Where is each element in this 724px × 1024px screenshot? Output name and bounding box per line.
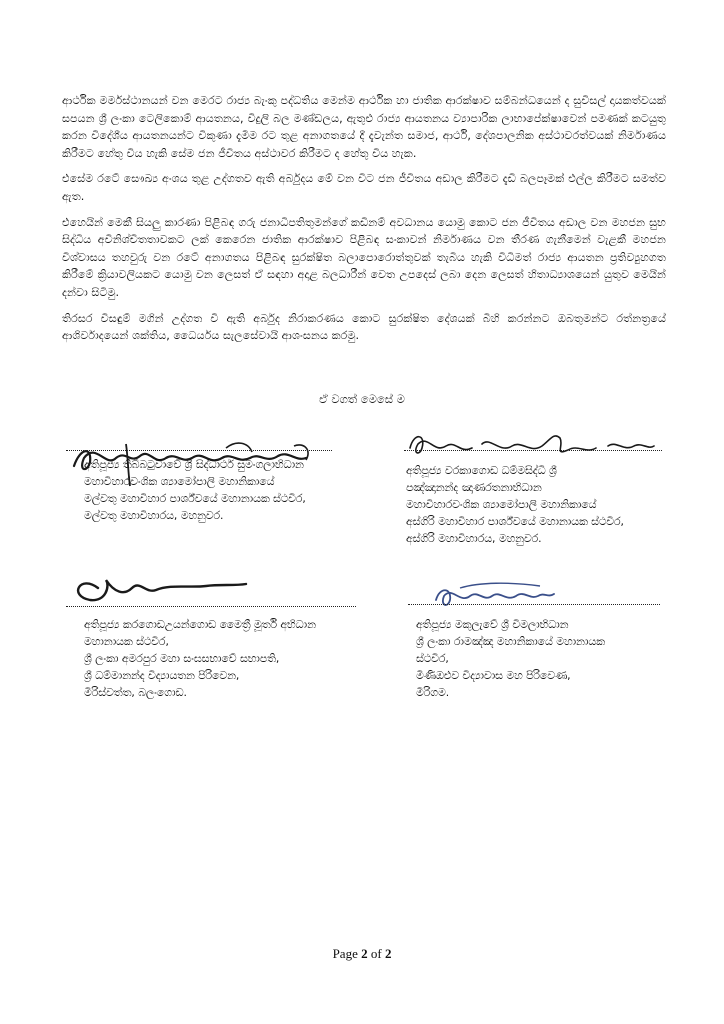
signatory-line: මිණිඔළුව විද්‍යාවාස මහ පිරිවෙණ,	[416, 669, 571, 682]
page-number	[0, 946, 724, 962]
signatory-line: අස්ගිරි මහාවිහාර පාර්ශ්වයේ මහානායක ස්ථවිර,	[406, 515, 624, 528]
letter-body	[62, 92, 666, 353]
signatory-line: මිරිස්වත්ත, බලංගොඩ.	[84, 686, 187, 699]
paragraph: එහෙයින් මෙකී සියලු කාරණා පිළිබඳ ගරු ජනාධිපතිතුමන්ගේ කඩිනම් අවධානය යොමු කොට ජන ජීවිතය අඩාල වන මහජන සුභ සිද්ධිය අවිනිශ්චිතතාවකට ලක් කෙරෙන ජාතික ආරක්ෂාව පිළිබඳ සංකාවන් නිර්මාණය වන තීරණ ගැනීමෙන් වැළකී මහජන විශ්වාසය තහවුරු වන රටේ අනාගතය පිළිබඳ සුරක්ෂිත බලාපොරොත්තුවක් තැබිය හැකි විධිමත් රාජ්‍ය ආයතන ප්‍රතිව්‍යුහගත කිරීමේ ක්‍රියාවලියකට යොමු වන ලෙසත් ඒ සඳහා අදාළ බලධාරීන් වෙත උපදෙස් ලබා දෙන ලෙසත් හිතාධ්‍යාශයෙන් යුතුව මෙයින් දන්වා සිටිමු.	[62, 215, 666, 299]
closing-line: ඒ වගත් මෙසේ ම	[319, 392, 405, 406]
signatory-4	[416, 616, 605, 701]
signatory-3	[84, 616, 316, 701]
paragraph: එසේම රටේ සෞඛ්‍ය අංශය තුළ උද්ගතව ඇති අර්බුදය මේ වන විට ජන ජීවිතය අඩාල කිරීමට දැඩි බලපෑමක් එල්ල කිරීමට සමත්ව ඇත.	[62, 172, 666, 203]
signatory-line: මීරිගම.	[416, 686, 450, 699]
signature-3-image	[70, 566, 260, 610]
signature-4-image	[430, 578, 560, 612]
page-current: 2	[361, 946, 368, 961]
signatory-line: ස්ථවිර,	[416, 652, 449, 665]
page-total: 2	[384, 946, 392, 961]
signatory-line: අතිපූජ්‍ය වරකාගොඩ ධම්මසිද්ධි ශ්‍රී	[406, 464, 557, 477]
signatory-2	[406, 462, 624, 547]
signatory-line: අතිපූජ්‍ය මකුලැවේ ශ්‍රී විමලාභිධාන	[416, 618, 569, 631]
signatory-1	[84, 456, 306, 524]
signatory-line: අස්ගිරි මහාවිහාරය, මහනුවර.	[406, 532, 542, 545]
signatory-line: අතිපූජ්‍ය තිබ්බටුවාවේ ශ්‍රී සිද්ධාර්ථ සුමංගලාභිධාන	[84, 458, 304, 471]
signature-line	[408, 604, 660, 605]
signatory-line: පඤ්ඤානන්ද ඤාණරතනාභිධාන	[406, 481, 542, 494]
signature-line	[66, 606, 356, 607]
signature-line	[66, 450, 332, 451]
paragraph: තිරසර විසඳුම් මගින් උද්ගත වී ඇති අර්බුද නිරාකරණය කොට සුරක්ෂිත දේශයක් බිහි කරන්නට ඔබතුමන්ට රත්නත්‍රයේ ආශිර්වාදයෙන් ශක්තිය, ධෛර්යය සැලසේවායි ආශංසනය කරමු.	[62, 311, 666, 343]
signatory-line: මහාවිහාරවංශික ශ්‍යාමෝපාලි මහානිකායේ	[406, 498, 597, 511]
signatory-line: මල්වතු මහාවිහාර පාර්ශ්වයේ මහානායක ස්ථවිර,	[84, 492, 306, 505]
paragraph: ආර්ථික මර්මස්ථානයන් වන මෙරට රාජ්‍ය බැංකු පද්ධතිය මෙන්ම ආර්ථික හා ජාතික ආරක්ෂාව සම්බන්ධයෙන් ද සුවිසල් දායකත්වයක් සපයන ශ්‍රී ලංකා ටෙලිකොම් ආයතනය, විදුලි බල මණ්ඩලය, ඇතුළු රාජ්‍ය ආයතනය ව්‍යාපාරික ලාභාපේක්ෂාවෙන් පමණක් කටයුතු කරන විදේශීය ආයතනයන්ට විකුණා දැමීම රට තුළ අනාගතයේ දී දැවැන්ත සමාජ, ආර්ථි, දේශපාලනික අස්ථාවරත්වයක් නිර්මාණය කිරීමට හේතු විය හැකි සේම ජන ජීවිතය අස්ථාවර කිරීමට ද හේතු විය හැක.	[62, 94, 666, 160]
signatory-line: ශ්‍රී ලංකා අමරපුර මහා සංඝසභාවේ සභාපති,	[84, 652, 280, 665]
signature-line	[404, 450, 662, 451]
signatory-line: ශ්‍රී ලංකා රාමඤ්ඤ මහානිකායේ මහානායක	[416, 635, 605, 648]
signatory-line: මහානායක ස්ථවිර,	[84, 635, 169, 648]
signatory-line: මහාවිහාරවංශික ශ්‍යාමෝපාලි මහානිකායේ	[84, 475, 275, 488]
signatory-line: ශ්‍රී ධම්මානන්ද විද්‍යායතන පිරිවෙන,	[84, 669, 240, 682]
signature-2-image	[404, 424, 664, 464]
signatory-line: අතිපූජ්‍ය කරගොඩඋයන්ගොඩ මෛත්‍රී මූර්ති අභිධාන	[84, 618, 316, 631]
signatory-line: මල්වතු මහාවිහාරය, මහනුවර.	[84, 509, 224, 522]
page-of-label: of	[370, 946, 382, 961]
page-label: Page	[332, 946, 358, 961]
